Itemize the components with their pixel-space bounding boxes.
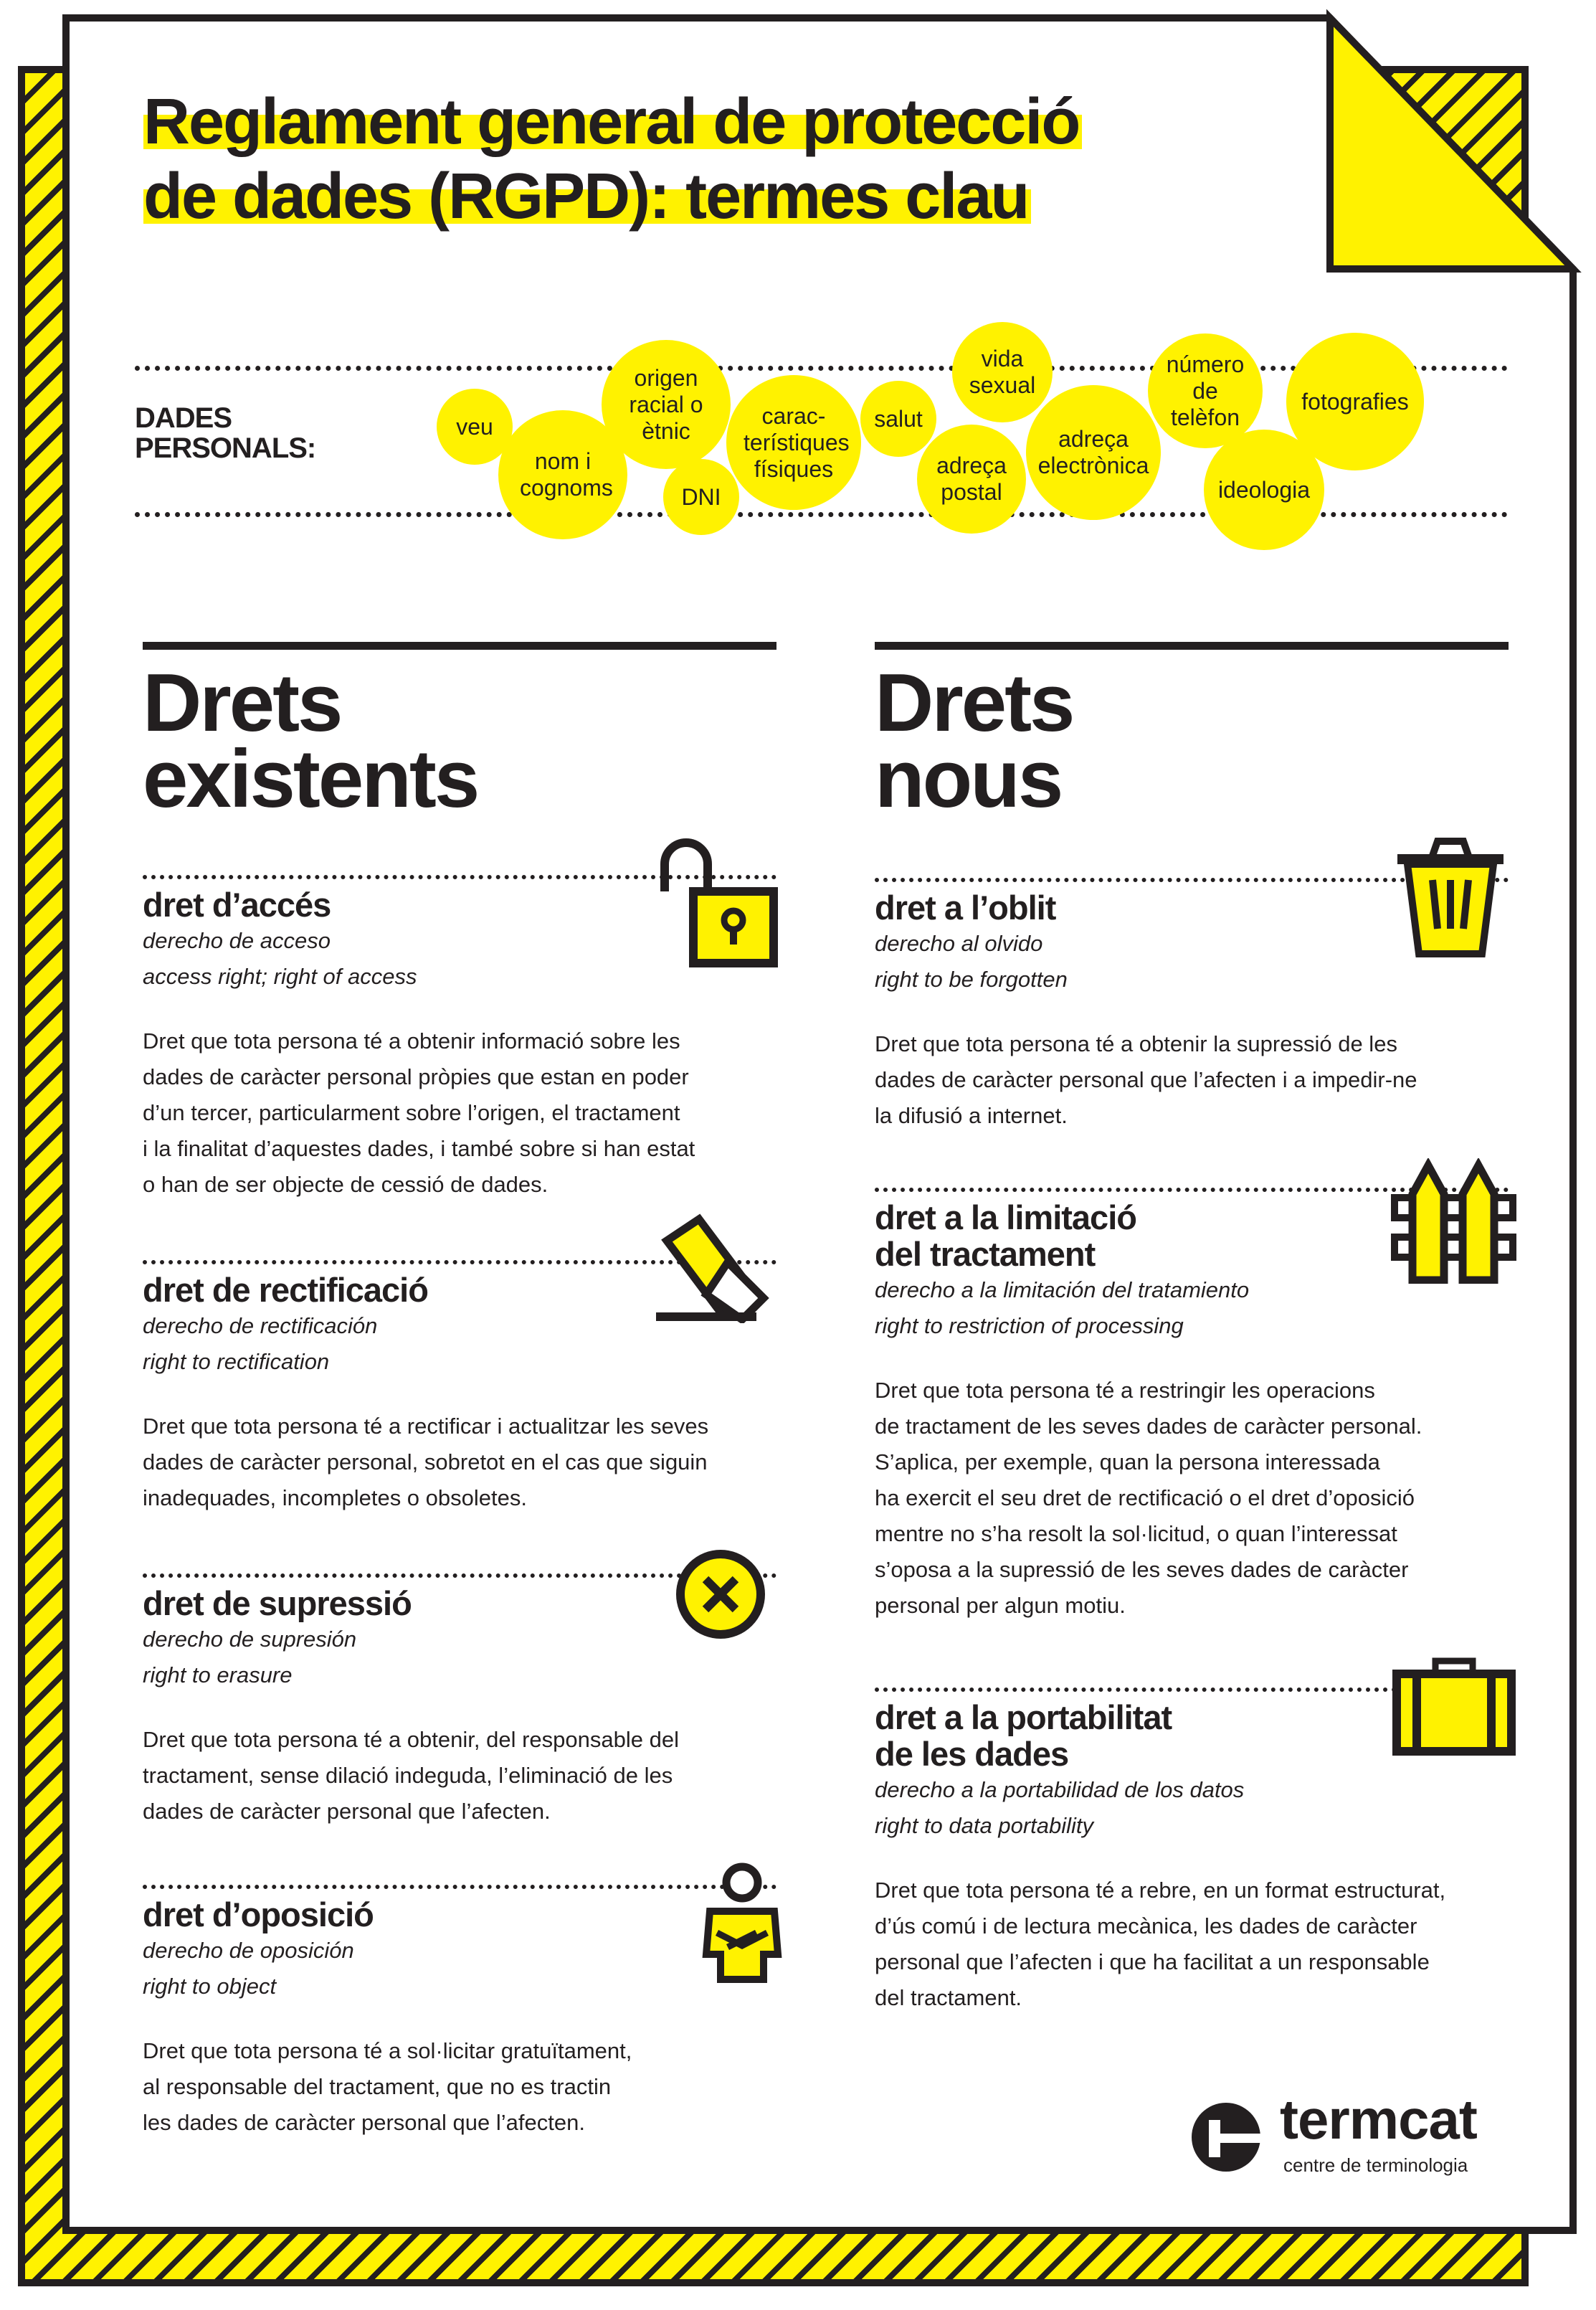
bubble-label: adreça postal (936, 453, 1007, 505)
english-term: right to rectification (143, 1349, 330, 1374)
definition-line: dades de caràcter personal, sobretot en el cas que siguin (143, 1449, 708, 1474)
english-term: access right; right of access (143, 964, 417, 989)
x-circle-icon (674, 1548, 767, 1641)
personal-data-bubble (663, 459, 739, 535)
definition-line: Dret que tota persona té a obtenir informació sobre les (143, 1028, 680, 1054)
definition-line: inadequades, incompletes o obsoletes. (143, 1485, 527, 1510)
bubble-label: carac- terístiques físiques (744, 402, 850, 482)
personal-data-bubble (917, 425, 1026, 534)
definition-line: Dret que tota persona té a rebre, en un format estructurat, (875, 1878, 1446, 1903)
eraser-icon (656, 1212, 792, 1323)
definition (143, 1409, 776, 1516)
personal-data-bubble (1204, 430, 1324, 550)
definition-line: al responsable del tractament, que no es tractin (143, 2074, 612, 2099)
right-section (143, 1885, 776, 2141)
divider-dotted (143, 1885, 776, 1889)
termcat-logo-mark (1190, 2101, 1262, 2173)
right-title: dret a la limitació del tractament (875, 1198, 1136, 1273)
definition-line: tractament, sense dilació indeguda, l’eliminació de les (143, 1763, 673, 1788)
label-line: PERSONALS: (135, 432, 316, 464)
bubble-label: nom i cognoms (520, 448, 613, 501)
bubble-label: salut (874, 405, 923, 432)
spanish-term: derecho de rectificación (143, 1313, 378, 1338)
personal-data-bubble (952, 322, 1053, 422)
spanish-term: derecho a la portabilidad de los datos (875, 1777, 1245, 1802)
heading-rule (143, 642, 776, 650)
bubble-label: fotografies (1301, 388, 1409, 415)
bubble-label: DNI (681, 483, 721, 510)
definition-line: o han de ser objecte de cessió de dades. (143, 1172, 548, 1197)
definition (143, 2033, 776, 2141)
definition-line: personal per algun motiu. (875, 1593, 1126, 1618)
english-term: right to be forgotten (875, 967, 1068, 992)
english-term: right to erasure (143, 1662, 293, 1687)
bubble-label: vida sexual (969, 346, 1036, 398)
personal-data-bubble (1026, 385, 1161, 520)
right-title: dret de rectificació (143, 1271, 428, 1309)
logo-subtitle: centre de terminologia (1283, 2154, 1468, 2176)
right-title: dret d’oposició (143, 1895, 374, 1933)
english-term: right to restriction of processing (875, 1313, 1184, 1338)
heading-text: Drets existents (143, 658, 478, 825)
folded-corner (1330, 18, 1573, 269)
definition-line: la difusió a internet. (875, 1103, 1068, 1128)
definition-line: Dret que tota persona té a sol·licitar gratuïtament, (143, 2038, 632, 2063)
definition-line: s’oposa a la supressió de les seves dades de caràcter (875, 1557, 1409, 1582)
briefcase-icon (1391, 1657, 1516, 1757)
personal-data-bubble (1148, 333, 1263, 448)
definition (143, 1023, 776, 1203)
column-heading-existing (143, 642, 776, 825)
heading-rule (875, 642, 1509, 650)
spanish-term: derecho de oposición (143, 1938, 354, 1963)
english-term: right to object (143, 1974, 277, 1999)
definition-line: dades de caràcter personal pròpies que estan en poder (143, 1064, 689, 1089)
definition-line: de tractament de les seves dades de caràcter personal. (875, 1414, 1422, 1439)
spanish-term: derecho a la limitación del tratamiento (875, 1277, 1250, 1302)
bubble-label: veu (456, 413, 493, 440)
title-line-2: de dades (RGPD): termes clau (143, 161, 1031, 232)
personal-data-bubble (602, 340, 731, 469)
definition-line: d’un tercer, particularment sobre l’origen, el tractament (143, 1100, 680, 1125)
logo-name: termcat (1280, 2088, 1477, 2151)
column-heading-new (875, 642, 1509, 825)
spanish-term: derecho de supresión (143, 1627, 357, 1652)
definition (875, 1873, 1509, 2016)
bubble-label: adreça electrònica (1037, 426, 1149, 478)
definition-line: mentre no s’ha resolt la sol·licitud, o quan l’interessat (875, 1521, 1397, 1546)
spanish-term: derecho de acceso (143, 928, 331, 953)
personal-data-label (135, 403, 315, 463)
definition-line: Dret que tota persona té a obtenir, del responsable del (143, 1727, 679, 1752)
definition-line: les dades de caràcter personal que l’afecten. (143, 2110, 585, 2135)
heading-text: Drets nous (875, 658, 1073, 825)
definition-line: dades de caràcter personal que l’afecten. (143, 1799, 551, 1824)
padlock-open-icon (656, 836, 785, 972)
person-arms-crossed-icon (699, 1861, 785, 1987)
definition-line: S’aplica, per exemple, quan la persona interessada (875, 1449, 1380, 1474)
right-title: dret de supressió (143, 1584, 412, 1622)
definition-line: del tractament. (875, 1985, 1022, 2010)
personal-data-bubble (726, 375, 861, 510)
page-title (143, 85, 1082, 234)
right-title: dret a l’oblit (875, 889, 1056, 927)
spanish-term: derecho al olvido (875, 931, 1043, 956)
definition-line: ha exercit el seu dret de rectificació o el dret d’oposició (875, 1485, 1415, 1510)
bubble-label: origen racial o ètnic (629, 364, 703, 444)
label-line: DADES (135, 402, 232, 434)
definition-line: i la finalitat d’aquestes dades, i també sobre si han estat (143, 1136, 695, 1161)
english-term: right to data portability (875, 1813, 1094, 1838)
bubble-label: número de telèfon (1166, 351, 1245, 430)
definition-line: Dret que tota persona té a rectificar i actualitzar les seves (143, 1414, 709, 1439)
definition-line: Dret que tota persona té a obtenir la supressió de les (875, 1031, 1397, 1056)
right-title: dret a la portabilitat de les dades (875, 1698, 1172, 1773)
definition (143, 1722, 776, 1829)
personal-data-bubble (860, 381, 936, 457)
definition (875, 1026, 1509, 1134)
fence-icon (1391, 1158, 1516, 1284)
right-title: dret d’accés (143, 886, 331, 924)
definition-line: dades de caràcter personal que l’afecten i a impedir-ne (875, 1067, 1417, 1092)
trash-can-icon (1393, 836, 1508, 961)
definition-line: Dret que tota persona té a restringir les operacions (875, 1378, 1375, 1403)
definition-line: personal que l’afecten i que ha facilitat a un responsable (875, 1949, 1430, 1974)
definition-line: d’ús comú i de lectura mecànica, les dades de caràcter (875, 1913, 1417, 1939)
title-line-1: Reglament general de protecció (143, 86, 1082, 158)
definition (875, 1373, 1509, 1624)
bubble-label: ideologia (1217, 476, 1311, 503)
